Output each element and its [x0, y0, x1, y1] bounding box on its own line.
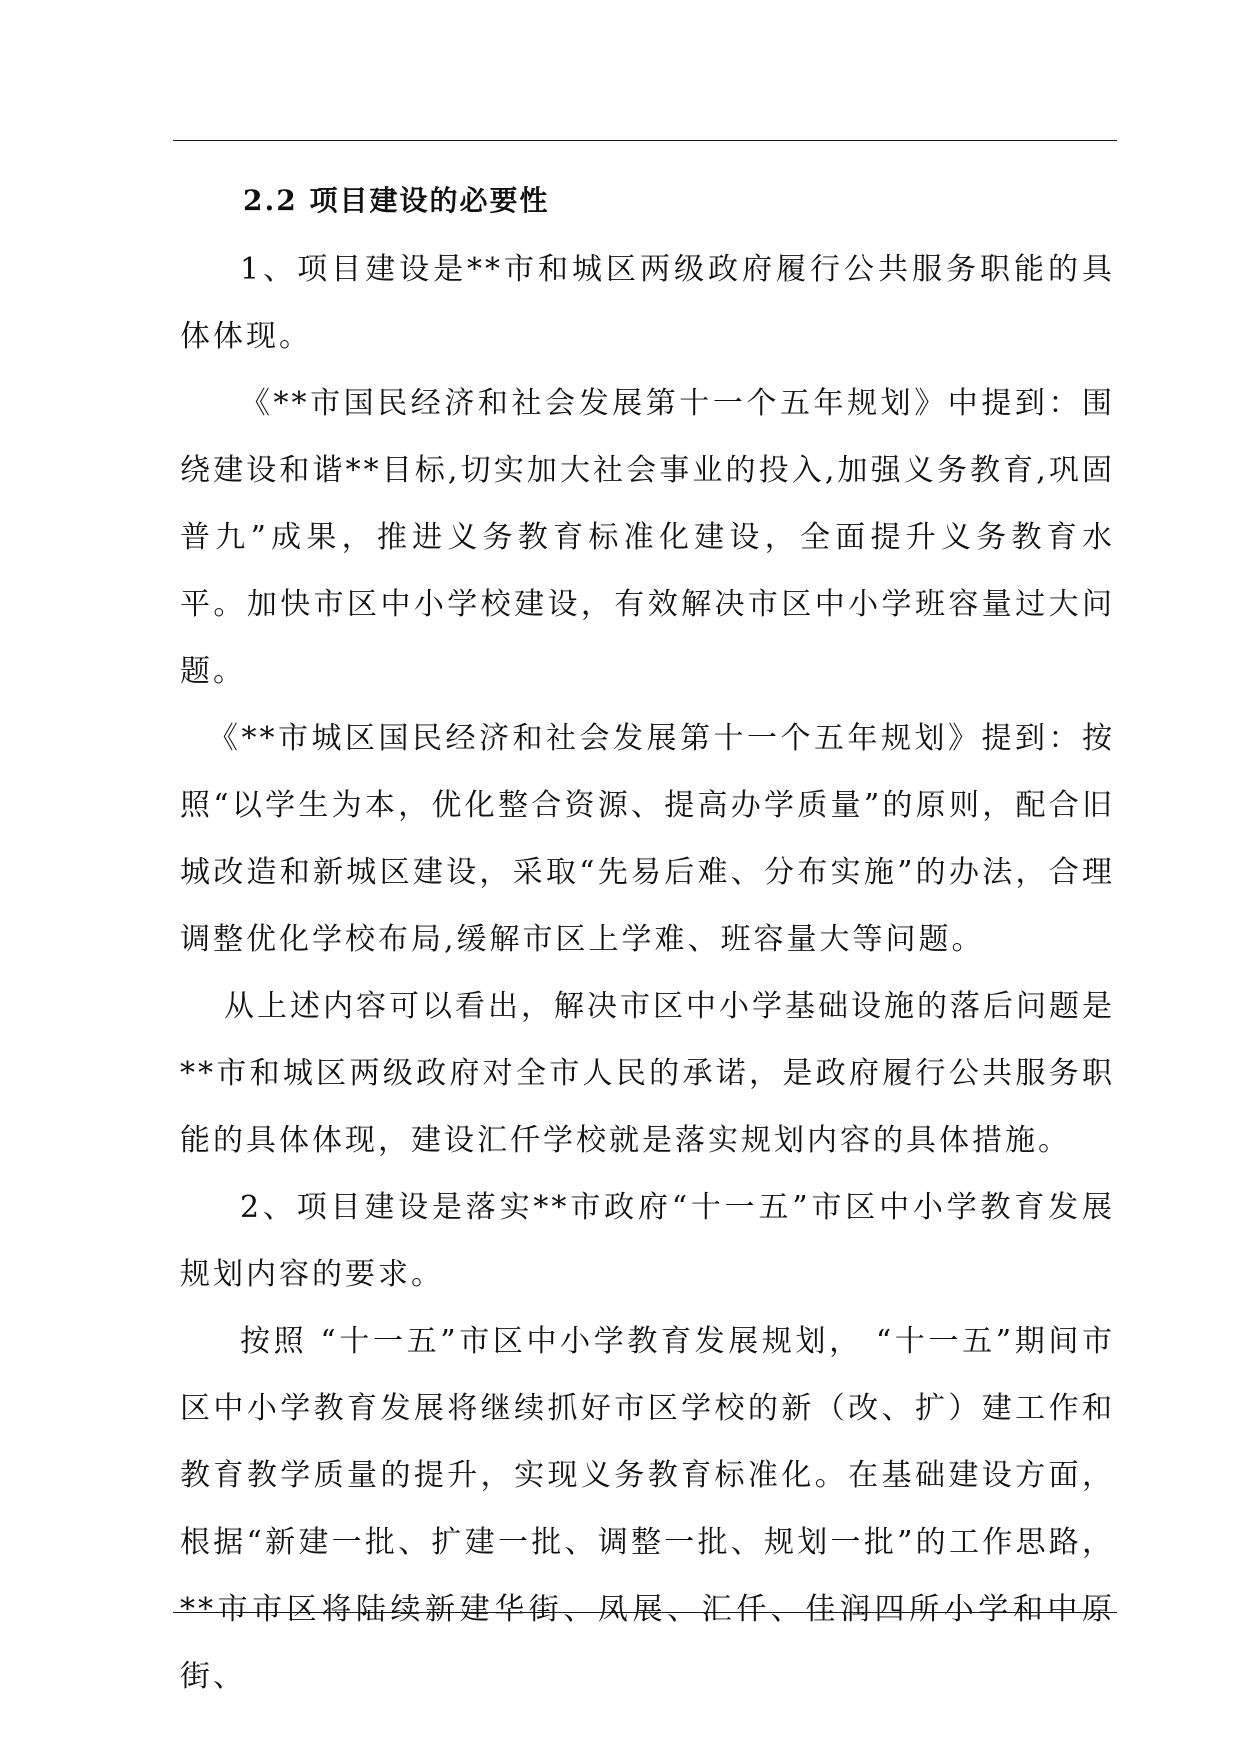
document-body	[180, 172, 1115, 1710]
paragraph-4: 从上述内容可以看出，解决市区中小学基础设施的落后问题是**市和城区两级政府对全市人民的承诺，是政府履行公共服务职能的具体体现，建设汇仟学校就是落实规划内容的具体措施。	[180, 989, 1115, 1158]
paragraph-5: 2、项目建设是落实**市政府“十一五”市区中小学教育发展规划内容的要求。	[180, 1190, 1115, 1292]
footer-rule	[173, 1612, 1117, 1613]
paragraph-1: 1、项目建设是**市和城区两级政府履行公共服务职能的具体体现。	[180, 252, 1115, 354]
header-rule	[173, 140, 1117, 141]
section-heading: 2.2 项目建设的必要性	[243, 184, 550, 217]
paragraph-6: 按照 “十一五”市区中小学教育发展规划， “十一五”期间市区中小学教育发展将继续抓好市区学校的新（改、扩）建工作和教育教学质量的提升，实现义务教育标准化。在基础建设方面，根据“新建一批、扩建一批、调整一批、规划一批”的工作思路，**市市区将陆续新建华街、凤展、汇仟、佳润四所小学和中原街、	[180, 1324, 1115, 1694]
paragraph-2: 《**市国民经济和社会发展第十一个五年规划》中提到：围绕建设和谐**目标,切实加大社会事业的投入,加强义务教育,巩固普九”成果，推进义务教育标准化建设，全面提升义务教育水平。加快市区中小学校建设，有效解决市区中小学班容量过大问题。	[180, 386, 1115, 689]
paragraph-3: 《**市城区国民经济和社会发展第十一个五年规划》提到：按照“以学生为本，优化整合资源、提高办学质量”的原则，配合旧城改造和新城区建设，采取“先易后难、分布实施”的办法，合理调整优化学校布局,缓解市区上学难、班容量大等问题。	[180, 721, 1115, 957]
